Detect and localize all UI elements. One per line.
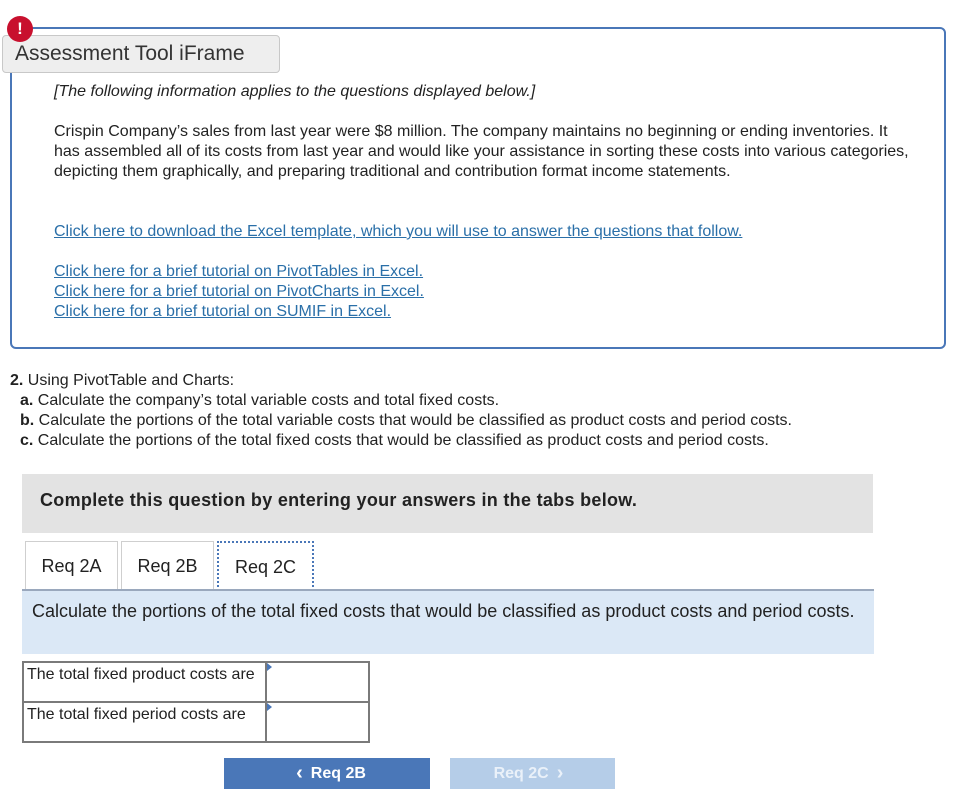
fixed-period-costs-input[interactable] xyxy=(267,703,368,741)
answer-label: The total fixed period costs are xyxy=(23,702,266,742)
part-text: Calculate the portions of the total variable costs that would be classified as product costs and period costs. xyxy=(38,412,792,429)
question-part-a xyxy=(20,391,499,411)
intro-note: [The following information applies to the questions displayed below.] xyxy=(54,83,536,100)
prev-req-button[interactable] xyxy=(224,758,430,789)
part-letter: b. xyxy=(20,412,35,429)
pivotcharts-tutorial-link[interactable]: Click here for a brief tutorial on PivotCharts in Excel. xyxy=(54,283,424,300)
part-text: Calculate the portions of the total fixed costs that would be classified as product costs and period costs. xyxy=(37,432,769,449)
part-text: Calculate the company’s total variable costs and total fixed costs. xyxy=(37,392,500,409)
answer-cell xyxy=(266,702,369,742)
part-letter: c. xyxy=(20,432,34,449)
question-title xyxy=(10,371,234,391)
tab-req-2c[interactable]: Req 2C xyxy=(217,541,314,591)
question-title-text: Using PivotTable and Charts: xyxy=(27,372,235,389)
excel-template-link[interactable]: Click here to download the Excel template, which you will use to answer the questions that follow. xyxy=(54,223,743,240)
input-marker-icon xyxy=(267,663,272,671)
requirement-text: Calculate the portions of the total fixed costs that would be classified as product costs and period costs. xyxy=(22,591,874,654)
prev-req-label: Req 2B xyxy=(310,765,366,782)
input-marker-icon xyxy=(267,703,272,711)
pivottables-tutorial-link[interactable]: Click here for a brief tutorial on PivotTables in Excel. xyxy=(54,263,424,280)
sumif-tutorial-link[interactable]: Click here for a brief tutorial on SUMIF in Excel. xyxy=(54,303,392,320)
chevron-left-icon: ‹ xyxy=(296,762,303,784)
chevron-right-icon: › xyxy=(556,762,564,784)
question-number: 2. xyxy=(10,372,24,389)
next-req-label: Req 2C xyxy=(493,765,549,782)
question-part-b xyxy=(20,411,792,431)
alert-icon: ! xyxy=(7,16,33,42)
answer-label: The total fixed product costs are xyxy=(23,662,266,702)
iframe-title-tab: Assessment Tool iFrame xyxy=(2,35,280,73)
next-req-button[interactable] xyxy=(450,758,615,789)
answer-table xyxy=(22,661,370,743)
answer-cell xyxy=(266,662,369,702)
table-row xyxy=(23,702,369,742)
question-part-c xyxy=(20,431,769,451)
instruction-banner: Complete this question by entering your answers in the tabs below. xyxy=(22,474,873,533)
fixed-product-costs-input[interactable] xyxy=(267,663,368,701)
tab-req-2b[interactable]: Req 2B xyxy=(121,541,214,589)
part-letter: a. xyxy=(20,392,34,409)
tab-req-2a[interactable]: Req 2A xyxy=(25,541,118,589)
intro-paragraph: Crispin Company’s sales from last year were $8 million. The company maintains no beginning or ending inventories. It has assembled all of its costs from last year and would like your assistance in sorting these costs into various categories, depicting them graphically, and preparing traditional and contribution format income statements. xyxy=(54,123,909,180)
table-row xyxy=(23,662,369,702)
